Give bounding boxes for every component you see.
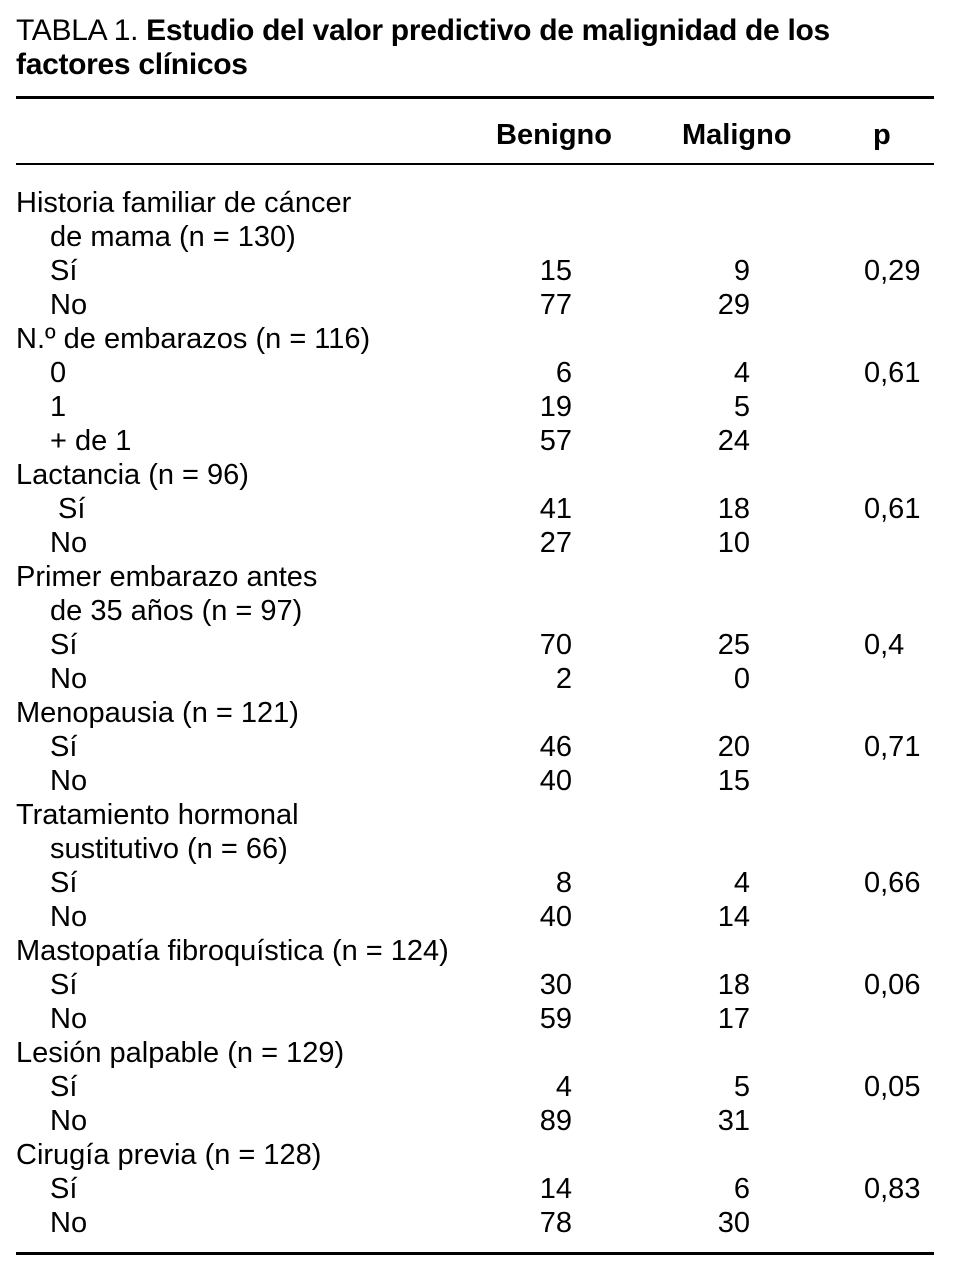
table-row	[16, 866, 934, 900]
table-row	[16, 1002, 934, 1036]
table-row	[16, 458, 934, 492]
table-row	[16, 696, 934, 730]
row-p-value: 0,61	[864, 357, 921, 389]
row-label: 1	[50, 391, 67, 423]
row-benigno-value: 8	[555, 867, 572, 899]
row-maligno-value: 15	[717, 765, 750, 797]
row-benigno-value: 6	[555, 357, 572, 389]
row-maligno-value: 25	[717, 629, 750, 661]
row-p-value: 0,4	[864, 629, 905, 661]
row-maligno-value: 6	[733, 1173, 750, 1205]
row-p-value: 0,61	[864, 493, 921, 525]
row-label: No	[50, 1105, 88, 1137]
row-maligno-value: 18	[717, 969, 750, 1001]
row-maligno-value: 9	[733, 255, 750, 287]
row-benigno-value: 59	[539, 1003, 572, 1035]
row-label: de 35 años (n = 97)	[50, 595, 303, 627]
row-benigno-value: 30	[539, 969, 572, 1001]
table-row	[16, 730, 934, 764]
row-benigno-value: 89	[539, 1105, 572, 1137]
table-row	[16, 390, 934, 424]
table-row	[16, 254, 934, 288]
table-row	[16, 288, 934, 322]
table-row	[16, 186, 934, 220]
row-benigno-value: 77	[539, 289, 572, 321]
row-label: Sí	[50, 731, 78, 763]
row-benigno-value: 40	[539, 765, 572, 797]
row-benigno-value: 15	[539, 255, 572, 287]
row-label: Sí	[50, 1173, 78, 1205]
row-benigno-value: 14	[539, 1173, 572, 1205]
row-label: No	[50, 663, 88, 695]
table-title-caption: Estudio del valor predictivo de malignidad de los factores clínicos	[16, 14, 830, 81]
table-row	[16, 526, 934, 560]
row-label: Cirugía previa (n = 128)	[16, 1139, 322, 1171]
row-label: Tratamiento hormonal	[16, 799, 299, 831]
row-maligno-value: 4	[733, 867, 750, 899]
row-p-value: 0,29	[864, 255, 921, 287]
row-maligno-value: 29	[717, 289, 750, 321]
table-title-prefix: TABLA 1.	[16, 14, 147, 47]
row-label: Mastopatía fibroquística (n = 124)	[16, 935, 449, 967]
row-maligno-value: 0	[733, 663, 750, 695]
table-row	[16, 1104, 934, 1138]
row-label: No	[50, 527, 88, 559]
row-benigno-value: 70	[539, 629, 572, 661]
row-label: No	[50, 289, 88, 321]
row-label: + de 1	[50, 425, 132, 457]
table-row	[16, 424, 934, 458]
row-label: No	[50, 901, 88, 933]
row-label: Sí	[50, 493, 86, 525]
row-benigno-value: 27	[539, 527, 572, 559]
column-header-maligno: Maligno	[682, 119, 792, 151]
row-maligno-value: 20	[717, 731, 750, 763]
row-maligno-value: 14	[717, 901, 750, 933]
table-row	[16, 798, 934, 832]
row-benigno-value: 41	[539, 493, 572, 525]
header-rule	[16, 163, 934, 165]
row-label: Lactancia (n = 96)	[16, 459, 249, 491]
table-row	[16, 628, 934, 662]
table-row	[16, 1206, 934, 1240]
column-header-benigno: Benigno	[496, 119, 612, 151]
table-row	[16, 1138, 934, 1172]
row-benigno-value: 46	[539, 731, 572, 763]
row-benigno-value: 40	[539, 901, 572, 933]
row-maligno-value: 5	[733, 1071, 750, 1103]
table-body	[16, 186, 934, 1240]
row-benigno-value: 57	[539, 425, 572, 457]
row-label: Sí	[50, 969, 78, 1001]
row-benigno-value: 2	[555, 663, 572, 695]
table-row	[16, 594, 934, 628]
row-benigno-value: 4	[555, 1071, 572, 1103]
row-label: Menopausia (n = 121)	[16, 697, 299, 729]
row-maligno-value: 18	[717, 493, 750, 525]
table-row	[16, 560, 934, 594]
row-label: No	[50, 765, 88, 797]
table-title	[16, 14, 936, 82]
table-row	[16, 934, 934, 968]
row-p-value: 0,66	[864, 867, 921, 899]
table-row	[16, 356, 934, 390]
table-row	[16, 1036, 934, 1070]
row-label: Sí	[50, 629, 78, 661]
table-row	[16, 322, 934, 356]
table-row	[16, 662, 934, 696]
row-maligno-value: 4	[733, 357, 750, 389]
row-p-value: 0,83	[864, 1173, 921, 1205]
row-label: Lesión palpable (n = 129)	[16, 1037, 345, 1069]
bottom-rule	[16, 1252, 934, 1255]
table-row	[16, 220, 934, 254]
table-row	[16, 900, 934, 934]
row-label: Sí	[50, 867, 78, 899]
row-label: No	[50, 1207, 88, 1239]
row-label: de mama (n = 130)	[50, 221, 296, 253]
row-label: sustitutivo (n = 66)	[50, 833, 288, 865]
row-maligno-value: 31	[717, 1105, 750, 1137]
table-row	[16, 492, 934, 526]
row-label: No	[50, 1003, 88, 1035]
table-row	[16, 1070, 934, 1104]
row-maligno-value: 17	[717, 1003, 750, 1035]
column-header-p: p	[873, 119, 891, 151]
row-maligno-value: 30	[717, 1207, 750, 1239]
row-benigno-value: 78	[539, 1207, 572, 1239]
table-row	[16, 968, 934, 1002]
row-p-value: 0,71	[864, 731, 921, 763]
row-label: 0	[50, 357, 67, 389]
row-label: Historia familiar de cáncer	[16, 187, 352, 219]
row-p-value: 0,05	[864, 1071, 921, 1103]
row-label: Sí	[50, 1071, 78, 1103]
row-maligno-value: 5	[733, 391, 750, 423]
table-row	[16, 832, 934, 866]
table-row	[16, 1172, 934, 1206]
row-benigno-value: 19	[539, 391, 572, 423]
row-p-value: 0,06	[864, 969, 921, 1001]
top-rule	[16, 96, 934, 99]
row-maligno-value: 10	[717, 527, 750, 559]
table-row	[16, 764, 934, 798]
row-maligno-value: 24	[717, 425, 750, 457]
row-label: Sí	[50, 255, 78, 287]
row-label: N.º de embarazos (n = 116)	[16, 323, 371, 355]
row-label: Primer embarazo antes	[16, 561, 318, 593]
